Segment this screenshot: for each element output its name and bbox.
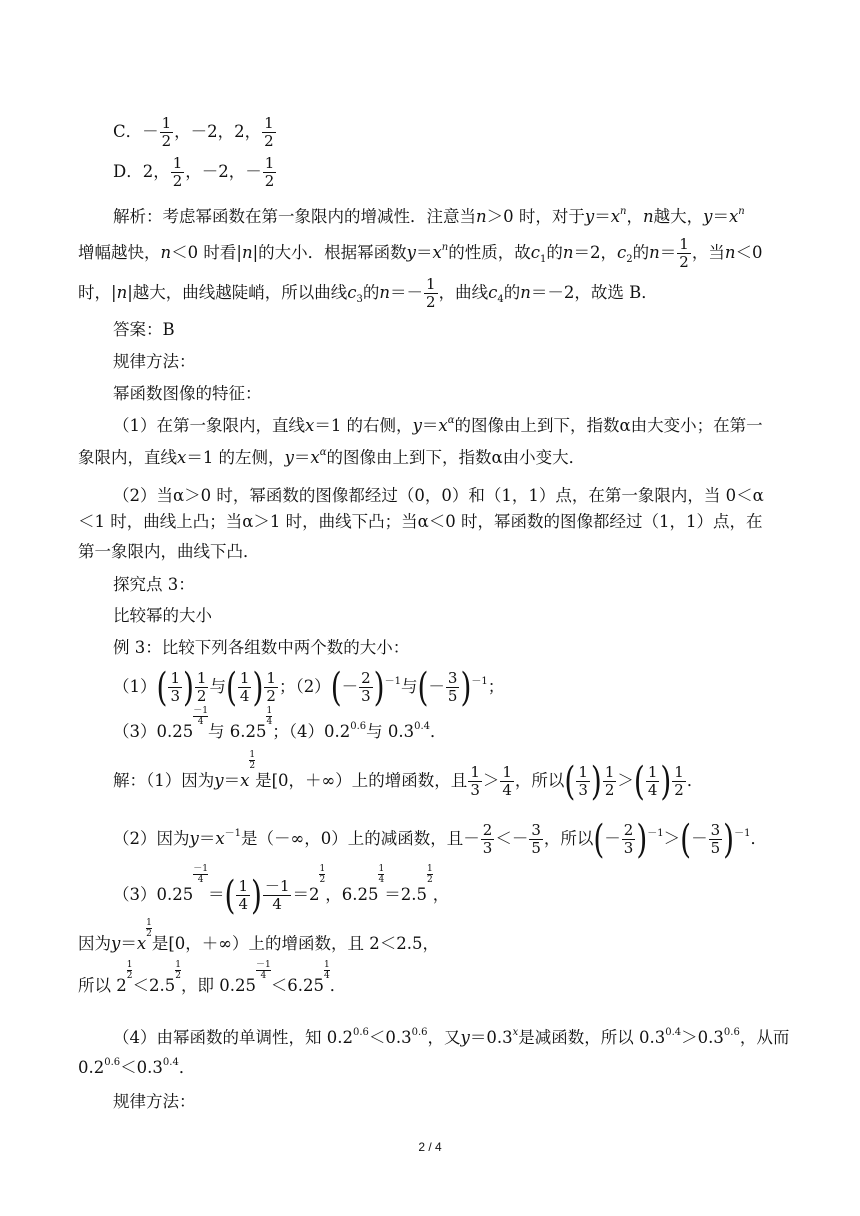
text: |的大小．根据幂函数 — [252, 243, 407, 262]
solution-4: （4）由幂函数的单调性，知 $0.2^{0.6}<0.3^{0.6}$，又$y=0.3^x$是减函数，所以 $0.3^{0.4}>0.3^{0.6}$，从而 — [113, 1027, 790, 1047]
text: 与 0.3 — [366, 722, 415, 741]
exp-half: $\frac{1}{2}$ — [249, 750, 256, 771]
rule-heading-2: 规律方法： — [113, 1092, 196, 1111]
text: ＞0 时，对于 — [486, 207, 585, 226]
exp-half: $\frac{1}{2}$ — [146, 918, 152, 939]
feature-2-line-2: ＜1 时，曲线上凸；当α＞1 时，曲线下凸；当α＜0 时，幂函数的图像都经过（1，1）点，在 — [78, 512, 763, 531]
eq: ＝ — [712, 207, 729, 226]
left-paren: ( — [564, 757, 576, 804]
text: ，所以 — [514, 771, 565, 790]
text: ＜6.25 — [270, 976, 324, 995]
text: ＝－2，故选 B． — [530, 283, 658, 302]
eq: ＝ — [469, 1028, 487, 1047]
left-paren: ( — [156, 663, 168, 710]
text: ，所以 — [543, 829, 594, 848]
eq: ＝ — [594, 207, 611, 226]
analysis-line-3 — [78, 276, 658, 311]
var-x: x — [438, 416, 448, 435]
text: 所以 2 — [78, 976, 127, 995]
var-y: y — [111, 934, 121, 953]
text: ＜2.5 — [132, 976, 176, 995]
var-x: x — [136, 934, 147, 953]
solution-4-line-2 — [78, 1056, 195, 1083]
analysis-line-2 — [78, 236, 762, 271]
minus: － — [142, 122, 159, 141]
eq: ＝ — [198, 829, 216, 848]
exp-neg-quarter: $\frac{-1}{4}$ — [255, 960, 271, 981]
text: 解析：考虑幂函数在第一象限内的增减性．注意当 — [113, 207, 476, 226]
option-label: D．2， — [113, 162, 170, 181]
var-c: c — [617, 243, 627, 262]
exp-0-4: 0.4 — [665, 1027, 682, 1038]
fraction-two-thirds: $\frac{2}{3}$ — [623, 821, 634, 857]
var-c: c — [530, 243, 540, 262]
right-paren: ) — [723, 815, 735, 862]
text: ． — [178, 1058, 196, 1077]
var-x: x — [240, 771, 250, 790]
text: 与 — [400, 677, 418, 696]
var-x: x — [215, 829, 225, 848]
sub-4: 4 — [497, 294, 504, 305]
var-n: n — [476, 207, 487, 226]
exp-fraction-half: $\frac{1}{2}$ — [674, 763, 684, 799]
text: 的图像由上到下，指数α由大变小；在第一 — [454, 416, 763, 435]
exp-neg-quarter: $\frac{-1}{4}$ — [193, 864, 208, 885]
var-n: n — [160, 243, 172, 262]
text: ＜0 时看| — [171, 243, 242, 262]
question-1-2 — [113, 663, 505, 710]
option-d — [113, 155, 277, 190]
fraction-quarter: $\frac{1}{4}$ — [502, 763, 512, 799]
analysis-line-1 — [113, 205, 745, 232]
left-paren: ( — [593, 815, 605, 862]
fraction-half: $\frac{1}{2}$ — [264, 114, 274, 150]
exp-fraction-half: $\frac{1}{2}$ — [604, 763, 615, 799]
text: ． — [686, 771, 704, 790]
text: ，当 — [691, 243, 725, 262]
var-x: x — [305, 416, 315, 435]
text: ； — [487, 677, 505, 696]
var-x: x — [728, 207, 739, 226]
fraction-three-fifths: $\frac{3}{5}$ — [531, 821, 541, 857]
var-n: n — [116, 283, 128, 302]
var-y: y — [214, 771, 224, 790]
text: ＝ — [208, 885, 225, 904]
fraction-quarter: $\frac{1}{4}$ — [647, 763, 658, 799]
page-number: 2 / 4 — [418, 1140, 442, 1154]
text: ． — [430, 722, 447, 741]
var-y: y — [703, 207, 713, 226]
exp-0-6: 0.6 — [411, 1027, 428, 1038]
fraction-half: $\frac{1}{2}$ — [426, 275, 436, 311]
eq: ＝ — [293, 448, 311, 467]
text: ＜－ — [495, 829, 529, 848]
option-text: ，－2， — [185, 162, 246, 181]
exp-alpha: α — [447, 415, 455, 426]
fraction-quarter: $\frac{1}{4}$ — [238, 877, 248, 913]
exp-minus-1: －1 — [647, 828, 664, 839]
exp-half: $\frac{1}{2}$ — [175, 960, 181, 981]
text: 解：（1）因为 — [113, 771, 215, 790]
text: ＞ — [482, 771, 500, 790]
exp-half: $\frac{1}{2}$ — [319, 864, 326, 885]
text: 的 — [546, 243, 563, 262]
fraction-half: $\frac{1}{2}$ — [172, 154, 183, 190]
exp-0-4: 0.4 — [162, 1057, 179, 1068]
var-n: n — [642, 207, 654, 226]
exp-0-6: 0.6 — [723, 1027, 740, 1038]
text: ． — [329, 976, 347, 995]
exp-fraction-half: $\frac{1}{2}$ — [266, 669, 276, 705]
var-n: n — [724, 243, 736, 262]
var-n: n — [520, 283, 531, 302]
text: 0.2 — [78, 1058, 105, 1077]
text: ＞ — [617, 771, 634, 790]
exp-minus-1: －1 — [471, 676, 488, 687]
exp-half: $\frac{1}{2}$ — [126, 960, 133, 981]
right-paren: ) — [636, 815, 648, 862]
text: （2）因为 — [113, 829, 190, 848]
solution-3-line-3 — [78, 960, 347, 998]
right-paren: ) — [182, 663, 194, 710]
answer-line: 答案：B — [113, 320, 175, 339]
left-paren: ( — [224, 871, 236, 918]
text: （4）由幂函数的单调性，知 0.2 — [113, 1028, 353, 1047]
text: ＝2， — [573, 243, 618, 262]
right-paren: ) — [252, 663, 264, 710]
right-paren: ) — [590, 757, 602, 804]
var-x: x — [432, 243, 442, 262]
var-n: n — [649, 243, 660, 262]
eq: ＝ — [421, 416, 439, 435]
right-paren: ) — [250, 871, 262, 918]
exp-alpha: α — [319, 447, 327, 458]
text: （3）0.25 — [113, 722, 194, 741]
text: ，又 — [427, 1028, 461, 1047]
text: |越大，曲线越陡峭，所以曲线 — [127, 283, 348, 302]
minus: － — [341, 677, 359, 696]
exp-quarter: $\frac{1}{4}$ — [378, 864, 385, 885]
minus: － — [691, 829, 708, 848]
var-n: n — [379, 283, 391, 302]
minus: － — [428, 677, 445, 696]
text: 是[0，＋∞）上的增函数，且 2＜2.5， — [151, 934, 440, 953]
text: ＝2.5 — [384, 885, 427, 904]
text: 与 — [209, 677, 226, 696]
solution-3-line-2 — [78, 918, 440, 956]
var-n: n — [562, 243, 574, 262]
text: ＞ — [663, 829, 681, 848]
sub-1: 1 — [540, 254, 547, 265]
var-y: y — [406, 243, 416, 262]
eq: ＝ — [415, 243, 433, 262]
var-y: y — [460, 1028, 470, 1047]
exp-minus-1: －1 — [384, 676, 401, 687]
rule-heading: 规律方法： — [113, 352, 196, 371]
text: ；（4）0.2 — [272, 722, 351, 741]
exp-0-6: 0.6 — [350, 721, 367, 732]
feature-1-line-2 — [78, 446, 585, 473]
eq: ＝ — [223, 771, 241, 790]
text: ＝ — [659, 243, 677, 262]
explore-heading: 探究点 3： — [113, 575, 195, 594]
text: ＜0 — [735, 243, 763, 262]
exp-fraction-neg-quarter: $\frac{-1}{4}$ — [264, 877, 290, 913]
question-3-4 — [113, 706, 447, 747]
text: 的 — [503, 283, 521, 302]
minus: － — [245, 162, 262, 181]
text: 的性质，故 — [448, 243, 531, 262]
feature-2-line-3: 第一象限内，曲线下凸． — [78, 542, 260, 561]
option-label: C． — [113, 122, 143, 141]
feature-2-line-1: （2）当α＞0 时，幂函数的图像都经过（0，0）和（1，1）点，在第一象限内，当 0＜α — [113, 486, 764, 505]
text: ． — [750, 829, 767, 848]
text: （1） — [113, 677, 157, 696]
var-c: c — [347, 283, 357, 302]
exp-n: n — [738, 206, 745, 217]
fraction-third: $\frac{1}{3}$ — [578, 763, 588, 799]
right-paren: ) — [660, 757, 672, 804]
text: 越大， — [653, 207, 704, 226]
text: ＝－ — [390, 283, 424, 302]
exp-minus-1: －1 — [734, 828, 751, 839]
text: 时，| — [78, 283, 117, 302]
var-y: y — [284, 448, 294, 467]
option-c — [113, 115, 277, 150]
text: ，从而 — [739, 1028, 790, 1047]
fraction-half: $\frac{1}{2}$ — [679, 235, 689, 271]
exp-quarter: $\frac{1}{4}$ — [266, 706, 273, 727]
text: ， — [626, 207, 643, 226]
fraction-two-thirds: $\frac{2}{3}$ — [361, 669, 371, 705]
text: 的图像由上到下，指数α由小变大． — [326, 448, 586, 467]
exp-0-6: 0.6 — [104, 1057, 121, 1068]
text: ＜0.3 — [368, 1028, 412, 1047]
text: 的 — [362, 283, 380, 302]
exp-quarter: $\frac{1}{4}$ — [323, 960, 330, 981]
fraction-half: $\frac{1}{2}$ — [264, 154, 275, 190]
var-x: x — [177, 448, 187, 467]
sub-2: 2 — [626, 254, 633, 265]
var-y: y — [584, 207, 595, 226]
text: ＝1 的右侧， — [314, 416, 413, 435]
text: （3）0.25 — [113, 885, 194, 904]
eq: ＝ — [120, 934, 137, 953]
minus: － — [604, 829, 621, 848]
text: ；（2） — [278, 677, 331, 696]
text: ＝2 — [292, 885, 320, 904]
exp-x: x — [512, 1027, 519, 1038]
solution-1 — [113, 750, 704, 804]
exp-n: n — [620, 206, 627, 217]
left-paren: ( — [417, 663, 429, 710]
right-paren: ) — [460, 663, 472, 710]
text: ＞0.3 — [681, 1028, 724, 1047]
fraction-three-fifths: $\frac{3}{5}$ — [447, 669, 458, 705]
var-y: y — [412, 416, 422, 435]
var-c: c — [488, 283, 498, 302]
exp-half: $\frac{1}{2}$ — [426, 864, 433, 885]
text: ＝1 的左侧， — [186, 448, 285, 467]
exp-minus-1: －1 — [224, 828, 242, 839]
exp-n: n — [441, 242, 449, 253]
exp-0-6: 0.6 — [352, 1027, 369, 1038]
text: 的 — [632, 243, 650, 262]
text: ，曲线 — [438, 283, 489, 302]
fraction-three-fifths: $\frac{3}{5}$ — [710, 821, 721, 857]
text: 是[0，＋∞）上的增函数，且 — [255, 771, 468, 790]
var-x: x — [310, 448, 320, 467]
exp-fraction-half: $\frac{1}{2}$ — [196, 669, 207, 705]
sub-3: 3 — [356, 294, 363, 305]
text: ，6.25 — [325, 885, 379, 904]
left-paren: ( — [330, 663, 342, 710]
left-paren: ( — [633, 757, 645, 804]
option-text: ，－2，2， — [174, 122, 262, 141]
text: 是（－∞，0）上的减函数，且－ — [241, 829, 480, 848]
var-y: y — [189, 829, 199, 848]
solution-3 — [113, 864, 450, 918]
feature-heading: 幂函数图像的特征： — [113, 384, 262, 403]
example-3: 例 3：比较下列各组数中两个数的大小： — [113, 638, 410, 657]
right-paren: ) — [373, 663, 385, 710]
text: ＜0.3 — [120, 1058, 163, 1077]
text: 象限内，直线 — [78, 448, 177, 467]
var-x: x — [610, 207, 621, 226]
text: ， — [432, 885, 450, 904]
text: 与 6.25 — [208, 722, 267, 741]
left-paren: ( — [225, 663, 237, 710]
text: ，即 0.25 — [180, 976, 256, 995]
var-n: n — [241, 243, 253, 262]
fraction-quarter: $\frac{1}{4}$ — [239, 669, 250, 705]
text: 增幅越快， — [78, 243, 161, 262]
fraction-half: $\frac{1}{2}$ — [161, 114, 172, 150]
fraction-third: $\frac{1}{3}$ — [470, 763, 480, 799]
fraction-two-thirds: $\frac{2}{3}$ — [482, 821, 493, 857]
text: （1）在第一象限内，直线 — [113, 416, 305, 435]
fraction-third: $\frac{1}{3}$ — [170, 669, 180, 705]
compare-heading: 比较幂的大小 — [113, 606, 212, 625]
text: 因为 — [78, 934, 111, 953]
left-paren: ( — [680, 815, 692, 862]
text: 是减函数，所以 0.3 — [518, 1028, 666, 1047]
feature-1-line-1 — [113, 414, 763, 441]
exp-neg-quarter: $\frac{-1}{4}$ — [193, 706, 208, 727]
solution-2 — [113, 815, 767, 862]
exp-0-4: 0.4 — [414, 721, 431, 732]
